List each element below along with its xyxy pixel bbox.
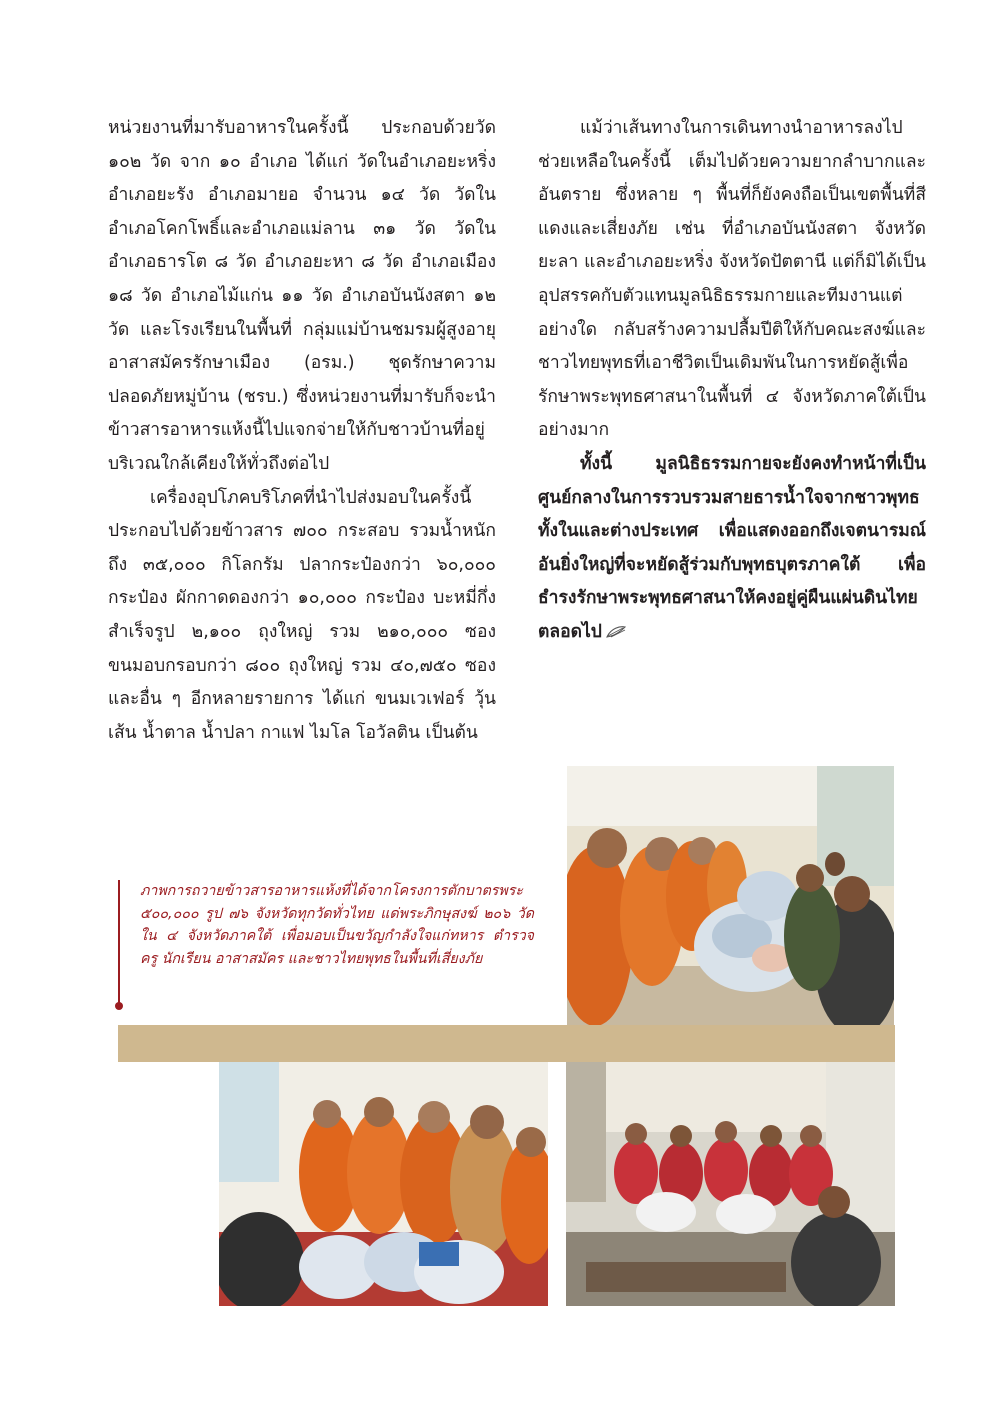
right-column bbox=[538, 112, 926, 650]
closing-text: ทั้งนี้ มูลนิธิธรรมกายจะยังคงทำหน้าที่เป็นศูนย์กลางในการรวบรวมสายธารน้ำใจจากชาวพุทธ ทั้งในและต่างประเทศ เพื่อแสดงออกถึงเจตนารมณ์ อันยิ่งใหญ่ที่จะหยัดสู้ร่วมกับพุทธบุตรภาคใต้ เพื่อธำรงรักษาพระพุทธศาสนาให้คงอยู่คู่ผืนแผ่นดินไทยตลอดไป bbox=[538, 453, 926, 642]
photo-monks-receiving-food bbox=[567, 766, 894, 1025]
left-paragraph-2: เครื่องอุปโภคบริโภคที่นำไปส่งมอบในครั้งนี้ประกอบไปด้วยข้าวสาร ๗๐๐ กระสอบ รวมน้ำหนักถึง ๓๕,๐๐๐ กิโลกรัม ปลากระป๋องกว่า ๖๐,๐๐๐ กระป๋อง ผักกาดดองกว่า ๑๐,๐๐๐ กระป๋อง บะหมี่กึ่งสำเร็จรูป ๒,๑๐๐ ถุงใหญ่ รวม ๒๑๐,๐๐๐ ซอง ขนมอบกรอบกว่า ๘๐๐ ถุงใหญ่ รวม ๔๐,๗๕๐ ซอง และอื่น ๆ อีกหลายรายการ ได้แก่ ขนมเวเฟอร์ วุ้นเส้น น้ำตาล น้ำปลา กาแฟ ไมโล โอวัลติน เป็นต้น bbox=[108, 487, 496, 743]
decorative-band bbox=[118, 1025, 895, 1062]
right-paragraph-2 bbox=[538, 448, 926, 650]
photo-volunteers-praying bbox=[566, 1062, 895, 1306]
left-column bbox=[108, 112, 496, 750]
leaf-end-icon bbox=[606, 626, 626, 638]
left-paragraph-1: หน่วยงานที่มารับอาหารในครั้งนี้ ประกอบด้วยวัด ๑๐๒ วัด จาก ๑๐ อำเภอ ได้แก่ วัดในอำเภอยะหริ่ง อำเภอยะรัง อำเภอมายอ จำนวน ๑๔ วัด วัดในอำเภอโคกโพธิ์และอำเภอแม่ลาน ๓๑ วัด วัดในอำเภอธารโต ๘ วัด อำเภอยะหา ๘ วัด อำเภอเมือง ๑๘ วัด อำเภอไม้แก่น ๑๑ วัด อำเภอบันนังสตา ๑๒ วัด และโรงเรียนในพื้นที่ กลุ่มแม่บ้านชมรมผู้สูงอายุ อาสาสมัครรักษาเมือง (อรม.) ชุดรักษาความปลอดภัยหมู่บ้าน (ชรบ.) ซึ่งหน่วยงานที่มารับก็จะนำข้าวสารอาหารแห้งนี้ไปแจกจ่ายให้กับชาวบ้านที่อยู่บริเวณใกล้เคียงให้ทั่วถึงต่อไป bbox=[108, 118, 496, 474]
caption-rule bbox=[118, 880, 120, 1006]
photo-monks-seated bbox=[219, 1062, 548, 1306]
caption-bullet bbox=[115, 1002, 123, 1010]
photo-caption: ภาพการถวายข้าวสารอาหารแห้งที่ได้จากโครงการตักบาตรพระ ๕๐๐,๐๐๐ รูป ๗๖ จังหวัดทุกวัดทั่วไทย แด่พระภิกษุสงฆ์ ๒๐๖ วัด ใน ๔ จังหวัดภาคใต้ เพื่อมอบเป็นขวัญกำลังใจแก่ทหาร ตำรวจ ครู นักเรียน อาสาสมัคร และชาวไทยพุทธในพื้นที่เสี่ยงภัย bbox=[140, 883, 534, 967]
right-paragraph-1: แม้ว่าเส้นทางในการเดินทางนำอาหารลงไปช่วยเหลือในครั้งนี้ เต็มไปด้วยความยากลำบากและอันตราย ซึ่งหลาย ๆ พื้นที่ก็ยังคงถือเป็นเขตพื้นที่สีแดงและเสี่ยงภัย เช่น ที่อำเภอบันนังสตา จังหวัดยะลา และอำเภอยะหริ่ง จังหวัดปัตตานี แต่ก็มิได้เป็นอุปสรรคกับตัวแทนมูลนิธิธรรมกายและทีมงานแต่อย่างใด กลับสร้างความปลื้มปีติให้กับคณะสงฆ์และชาวไทยพุทธที่เอาชีวิตเป็นเดิมพันในการหยัดสู้เพื่อรักษาพระพุทธศาสนาในพื้นที่ ๔ จังหวัดภาคใต้เป็นอย่างมาก bbox=[538, 118, 926, 441]
